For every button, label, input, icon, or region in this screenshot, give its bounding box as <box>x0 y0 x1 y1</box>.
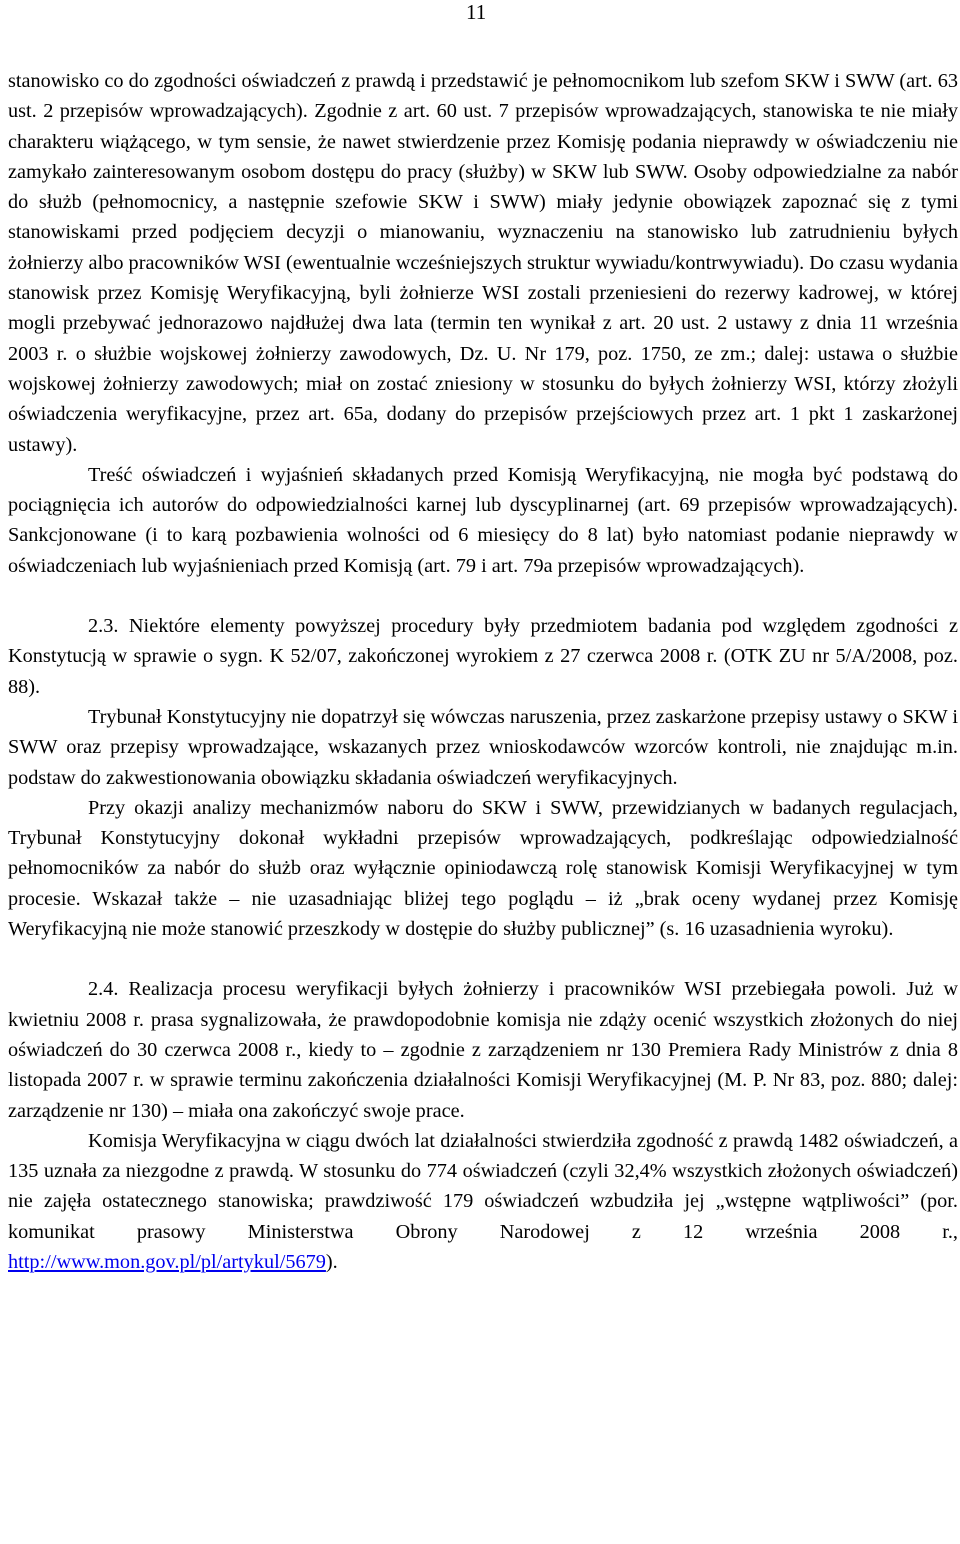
paragraph-5: Przy okazji analizy mechanizmów naboru do SKW i SWW, przewidzianych w badanych regulacjach, Trybunał Konstytucyjny dokonał wykładni przepisów wprowadzających, podkreślając odpowiedzialność pełnomocników za nabór do służb oraz wyłącznie opiniodawczą rolę stanowisk Komisji Weryfikacyjnej w tym procesie. Wskazał także – nie uzasadniając bliżej tego poglądu – iż „brak oceny wydanej przez Komisję Weryfikacyjną nie może stanowić przeszkody w dostępie do służby publicznej” (s. 16 uzasadnienia wyroku). <box>8 796 958 941</box>
paragraph-section-2-4: 2.4. Realizacja procesu weryfikacji byłych żołnierzy i pracowników WSI przebiegała powoli. Już w kwietniu 2008 r. prasa sygnalizowała, że prawdopodobnie komisja nie zdąży ocenić wszystkich złożonych do niej oświadczeń do 30 czerwca 2008 r., kiedy to – zgodnie z zarządzeniem nr 130 Premiera Rady Ministrów z dnia 8 listopada 2007 r. w sprawie terminu zakończenia działalności Komisji Weryfikacyjnej (M. P. Nr 83, poz. 880; dalej: zarządzenie nr 130) – miała ona zakończyć swoje prace. <box>8 978 958 1122</box>
document-body <box>8 66 958 1277</box>
paragraph-2: Treść oświadczeń i wyjaśnień składanych przed Komisją Weryfikacyjną, nie mogła być podstawą do pociągnięcia ich autorów do odpowiedzialności karnej lub dyscyplinarnej (art. 69 przepisów wprowadzających). Sankcjonowane (i to karą pozbawienia wolności od 6 miesięcy do 8 lat) było natomiast podanie nieprawdy w oświadczeniach lub wyjaśnieniach przed Komisją (art. 79 i art. 79a przepisów wprowadzających). <box>8 463 958 577</box>
paragraph-1: stanowisko co do zgodności oświadczeń z prawdą i przedstawić je pełnomocnikom lub szefom SKW i SWW (art. 63 ust. 2 przepisów wprowadzających). Zgodnie z art. 60 ust. 7 przepisów wprowadzających, stanowiska te nie miały charakteru wiążącego, w tym sensie, że nawet stwierdzenie przez Komisję podania nieprawdy w oświadczeniu nie zamykało zainteresowanym osobom dostępu do pracy (służby) w SKW lub SWW. Osoby odpowiedzialne za nabór do służb (pełnomocnicy, a następnie szefowie SKW i SWW) miały jedynie obowiązek zapoznać się z tymi stanowiskami przed podjęciem decyzji o mianowaniu, wyznaczeniu na stanowisko lub zatrudnieniu byłych żołnierzy albo pracowników WSI (ewentualnie wcześniejszych struktur wywiadu/kontrwywiadu). Do czasu wydania stanowisk przez Komisję Weryfikacyjną, byli żołnierze WSI zostali przeniesieni do rezerwy kadrowej, w której mogli przebywać jednorazowo najdłużej dwa lata (termin ten wynikał z art. 20 ust. 2 ustawy z dnia 11 września 2003 r. o służbie wojskowej żołnierzy zawodowych, Dz. U. Nr 179, poz. 1750, ze zm.; dalej: ustawa o służbie wojskowej żołnierzy zawodowych; miał on zostać zniesiony w stosunku do byłych żołnierzy WSI, którzy złożyli oświadczenia weryfikacyjne, przez art. 65a, dodany do przepisów przejściowych przez art. 1 pkt 1 zaskarżonej ustawy). <box>8 70 958 456</box>
paragraph-7-closing: ). <box>325 1250 338 1273</box>
paragraph-4: Trybunał Konstytucyjny nie dopatrzył się wówczas naruszenia, przez zaskarżone przepisy ustawy o SKW i SWW oraz przepisy wprowadzające, wskazanych przez wnioskodawców wzorców kontroli, nie znajdując m.in. podstaw do zakwestionowania obowiązku składania oświadczeń weryfikacyjnych. <box>8 705 958 789</box>
paragraph-section-2-3: 2.3. Niektóre elementy powyższej procedury były przedmiotem badania pod względem zgodności z Konstytucją w sprawie o sygn. K 52/07, zakończonej wyrokiem z 27 czerwca 2008 r. (OTK ZU nr 5/A/2008, poz. 88). <box>8 615 958 698</box>
mon-article-link[interactable]: http://www.mon.gov.pl/pl/artykul/5679 <box>8 1250 326 1273</box>
paragraph-7 <box>8 1126 958 1277</box>
paragraph-7-text: Komisja Weryfikacyjna w ciągu dwóch lat działalności stwierdziła zgodność z prawdą 1482 oświadczeń, a 135 uznała za niezgodne z prawdą. W stosunku do 774 oświadczeń (czyli 32,4% wszystkich złożonych oświadczeń) nie zajęła ostatecznego stanowiska; prawdziwość 179 oświadczeń wzbudziła jej „wstępne wątpliwości” (por. komunikat prasowy Ministerstwa Obrony Narodowej z 12 września 2008 r., <box>8 1129 958 1243</box>
page-number: 11 <box>466 0 487 24</box>
